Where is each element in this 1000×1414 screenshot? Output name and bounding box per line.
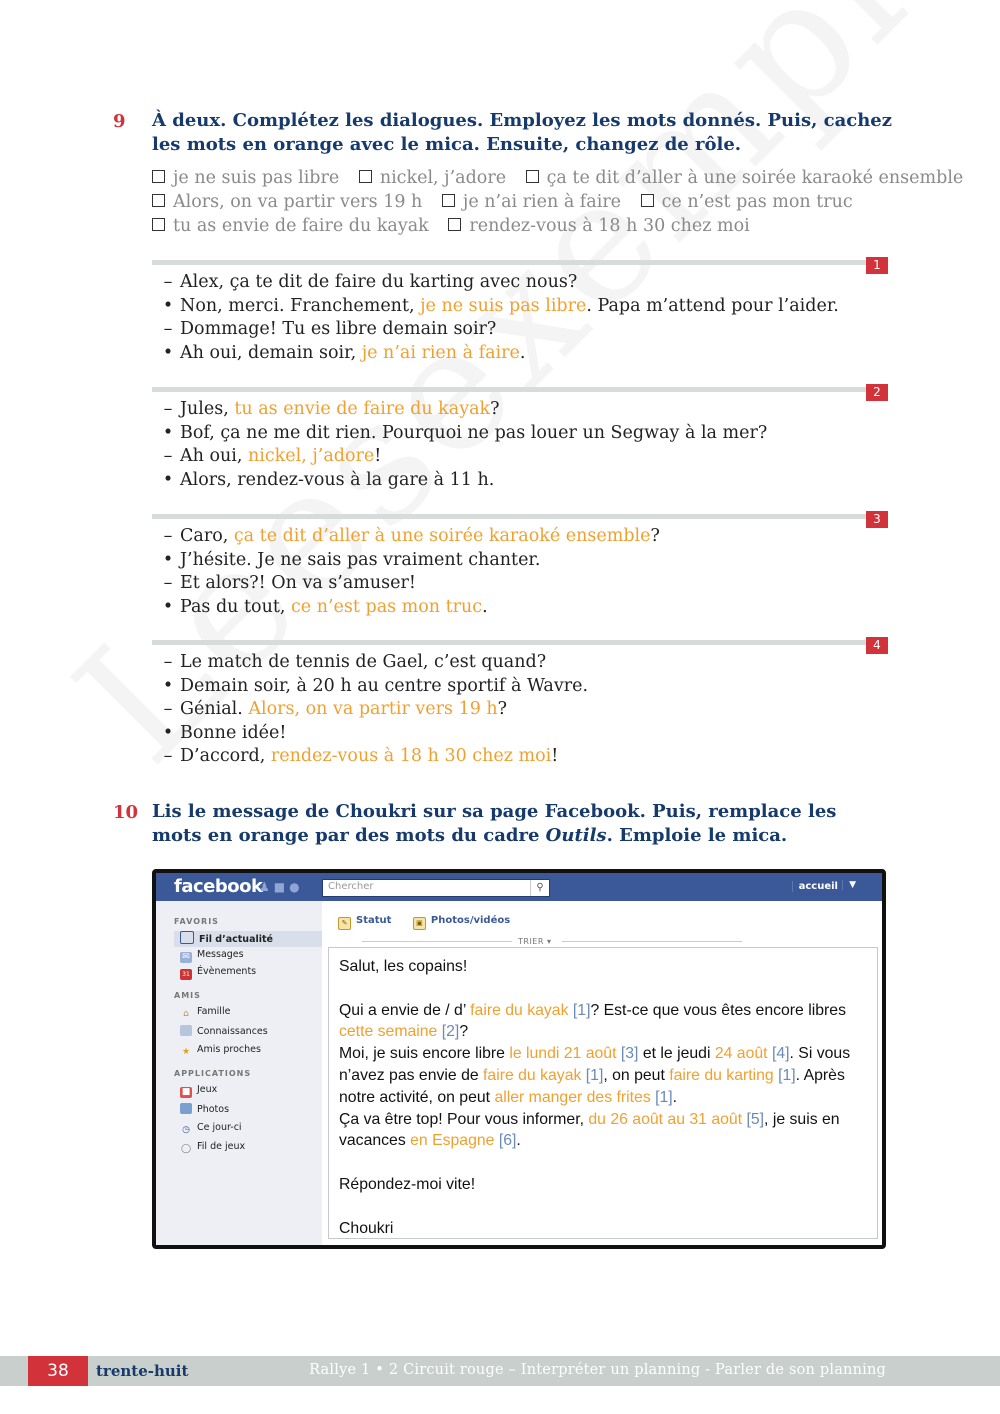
- checkbox-icon[interactable]: [359, 170, 372, 183]
- word-bank-item[interactable]: Alors, on va partir vers 19 h: [152, 190, 422, 214]
- answer-text: Alors, on va partir vers 19 h: [248, 699, 498, 720]
- highlighted-phrase: faire du kayak: [470, 1001, 569, 1019]
- word-bank-item[interactable]: nickel, j’adore: [359, 166, 506, 190]
- dialogue-text: Ah oui,: [180, 446, 249, 467]
- dialogue-line: [152, 698, 888, 722]
- tab-statut[interactable]: ✎ Statut: [338, 915, 391, 930]
- games-icon: ■: [181, 1087, 191, 1097]
- dialogue-text: .: [519, 342, 526, 363]
- dialogue-text: .: [482, 596, 488, 617]
- dialogue-number: 1: [866, 257, 888, 274]
- sidebar-item-ce-jour[interactable]: ◷ Ce jour-ci: [180, 1122, 242, 1138]
- sidebar-item-jeux[interactable]: ■ Jeux: [181, 1084, 218, 1097]
- highlighted-phrase: cette semaine: [339, 1023, 438, 1041]
- page-footer: [0, 1356, 1000, 1386]
- dialogue-text: !: [374, 446, 382, 467]
- reference-number: [6]: [494, 1132, 517, 1150]
- post-text: , je suis en vacances: [339, 1110, 840, 1150]
- facebook-top-bar: [156, 873, 882, 901]
- dialogue-text: . Papa m’attend pour l’aider.: [586, 295, 839, 316]
- dialogue-divider: [152, 640, 888, 645]
- dialogue: [152, 387, 888, 492]
- dialogue-line: [152, 469, 888, 493]
- exercise-10-number: 10: [113, 802, 139, 823]
- facebook-screenshot: [152, 869, 886, 1249]
- dialogue-lines: [152, 398, 888, 492]
- blank-line: [339, 1196, 867, 1218]
- post-text: Choukri: [339, 1219, 394, 1237]
- post-message: [328, 947, 878, 1239]
- reference-number: [5]: [742, 1110, 765, 1128]
- photos-icon: [180, 1103, 192, 1114]
- section-favoris: FAVORIS: [174, 917, 219, 926]
- dash-marker: –: [163, 746, 173, 767]
- dialogue-line: [152, 745, 888, 769]
- reference-number: [1]: [650, 1088, 673, 1106]
- answer-text: je ne suis pas libre: [420, 295, 587, 316]
- word-bank-item[interactable]: rendez-vous à 18 h 30 chez moi: [448, 214, 749, 238]
- word-bank-item[interactable]: tu as envie de faire du kayak: [152, 214, 429, 238]
- search-placeholder: Chercher: [328, 881, 374, 892]
- camera-icon: ▣: [413, 917, 426, 930]
- post-paragraph: [339, 1043, 867, 1108]
- dash-marker: –: [163, 699, 173, 720]
- reference-number: [4]: [767, 1045, 790, 1063]
- checkbox-icon[interactable]: [641, 194, 654, 207]
- highlighted-phrase: aller manger des frites: [494, 1088, 651, 1106]
- dialogue-text: D’accord,: [180, 746, 271, 767]
- dialogue-line: [152, 596, 888, 620]
- sort-button[interactable]: TRIER ▾: [518, 937, 552, 946]
- word-bank-item[interactable]: ça te dit d’aller à une soirée karaoké ensemble: [526, 166, 964, 190]
- messages-icon: ✉: [180, 952, 192, 963]
- post-paragraph: [339, 1109, 867, 1153]
- checkbox-icon[interactable]: [442, 194, 455, 207]
- dialogue-text: ?: [650, 526, 660, 546]
- word-bank-item[interactable]: je n’ai rien à faire: [442, 190, 621, 214]
- post-text: . Après notre activité, on peut: [339, 1066, 845, 1106]
- sidebar-item-famille[interactable]: ⌂ Famille: [180, 1006, 230, 1022]
- divider: [362, 941, 512, 942]
- sidebar-item-messages[interactable]: ✉ Messages: [180, 949, 244, 965]
- dialogue-divider: [152, 387, 888, 392]
- gamepad-icon: ◯: [180, 1144, 192, 1154]
- dialogue-text: Jules,: [180, 399, 235, 419]
- post-text: . Si vous n’avez pas envie de: [339, 1045, 851, 1084]
- contacts-icon: [180, 1025, 192, 1036]
- post-text: et le jeudi: [638, 1045, 715, 1063]
- dialogue-number: 4: [866, 637, 888, 654]
- news-feed-icon: [180, 931, 194, 944]
- dialogue-line: [152, 271, 888, 295]
- dialogue-line: [152, 422, 888, 446]
- bullet-icon: •: [162, 469, 174, 490]
- answer-text: nickel, j’adore: [248, 446, 375, 467]
- post-paragraph: [339, 956, 867, 978]
- dialogue-text: Alors, rendez-vous à la gare à 11 h.: [180, 469, 495, 490]
- dialogue-text: Demain soir, à 20 h au centre sportif à Wavre.: [180, 675, 589, 696]
- dialogue-text: J’hésite. Je ne sais pas vraiment chanter.: [180, 549, 541, 570]
- dialogue-line: [152, 722, 888, 746]
- dialogue-divider: [152, 514, 888, 519]
- dialogue: [152, 260, 888, 365]
- dialogue-lines: [152, 651, 888, 769]
- highlighted-phrase: faire du kayak: [483, 1066, 582, 1084]
- word-bank-row: [152, 166, 964, 190]
- answer-text: je n’ai rien à faire: [361, 342, 520, 363]
- facebook-main: [322, 901, 882, 1245]
- dialogue-line: [152, 549, 888, 573]
- dialogue-text: Bonne idée!: [180, 722, 287, 743]
- post-text: Répondez-moi vite!: [339, 1175, 476, 1193]
- answer-text: rendez-vous à 18 h 30 chez moi: [270, 746, 552, 767]
- post-text: Salut, les copains!: [339, 958, 468, 975]
- post-text: .: [672, 1088, 678, 1106]
- post-text: Qui a envie de / d’: [339, 1001, 471, 1019]
- notification-icons[interactable]: ♟■●: [259, 880, 304, 894]
- sidebar-item-connaissances[interactable]: Connaissances: [180, 1025, 268, 1041]
- facebook-sidebar: [156, 901, 322, 1245]
- page-number-words: trente-huit: [96, 1362, 189, 1380]
- house-icon: ⌂: [183, 1009, 189, 1019]
- calendar-icon: 31: [180, 969, 192, 980]
- running-title: Rallye 1 • 2 Circuit rouge – Interpréter un planning - Parler de son planning: [309, 1362, 886, 1378]
- dash-marker: –: [163, 272, 173, 292]
- dialogue-line: [152, 342, 888, 366]
- answer-text: tu as envie de faire du kayak: [234, 399, 491, 419]
- bullet-icon: •: [162, 295, 174, 316]
- dialogue-text: Non, merci. Franchement,: [180, 295, 421, 316]
- dialogue-text: Et alors?! On va s’amuser!: [180, 573, 416, 594]
- section-amis: AMIS: [174, 991, 201, 1000]
- bullet-icon: •: [162, 549, 174, 570]
- bullet-icon: •: [162, 596, 174, 617]
- search-input[interactable]: [322, 879, 550, 897]
- bullet-icon: •: [162, 675, 174, 696]
- answer-text: ça te dit d’aller à une soirée karaoké ensemble: [233, 526, 651, 546]
- dialogue-line: [152, 525, 888, 549]
- sidebar-item-fil[interactable]: Fil d’actualité: [174, 931, 322, 947]
- word-bank-row: [152, 190, 932, 214]
- post-text: , on peut: [603, 1066, 670, 1084]
- dialogue-text: !: [551, 746, 559, 767]
- dialogue-line: [152, 445, 888, 469]
- post-text: Ça va être top! Pour vous informer,: [339, 1110, 589, 1128]
- post-paragraph: [339, 1174, 867, 1196]
- star-icon: ★: [181, 1047, 191, 1057]
- reference-number: [1]: [773, 1066, 796, 1084]
- dash-marker: –: [163, 319, 173, 340]
- page-number: 38: [28, 1356, 88, 1386]
- dialogue-text: Alex, ça te dit de faire du karting avec nous?: [180, 272, 578, 292]
- reference-number: [3]: [616, 1045, 639, 1063]
- search-icon[interactable]: ⚲: [530, 880, 549, 896]
- reference-number: [1]: [568, 1001, 591, 1019]
- highlighted-phrase: le lundi 21 août: [509, 1045, 617, 1063]
- dialogue-lines: [152, 271, 888, 365]
- dash-marker: –: [163, 399, 173, 419]
- dialogue-divider: [152, 260, 888, 265]
- word-bank-item[interactable]: je ne suis pas libre: [152, 166, 339, 190]
- dialogue-line: [152, 398, 888, 422]
- dialogue-text: Caro,: [180, 526, 234, 546]
- dialogue-text: ?: [490, 399, 500, 419]
- dialogue-line: [152, 651, 888, 675]
- facebook-logo[interactable]: facebook: [174, 876, 263, 897]
- blank-line: [339, 1152, 867, 1174]
- dialogue-text: Ah oui, demain soir,: [180, 342, 362, 363]
- word-bank: [152, 166, 964, 238]
- dialogue-number: 2: [866, 384, 888, 401]
- exercise-9-number: 9: [113, 111, 126, 132]
- dash-marker: –: [163, 573, 173, 594]
- highlighted-phrase: faire du karting: [669, 1066, 774, 1084]
- post-text: ? Est-ce que vous êtes encore libres: [590, 1001, 846, 1019]
- dialogue-text: Génial.: [180, 699, 249, 720]
- dialogue-line: [152, 675, 888, 699]
- checkbox-icon[interactable]: [152, 218, 165, 231]
- reference-number: [1]: [581, 1066, 604, 1084]
- word-bank-row: [152, 214, 932, 238]
- reference-number: [2]: [437, 1023, 460, 1041]
- bullet-icon: •: [162, 722, 174, 743]
- dialogue-text: Bof, ça ne me dit rien. Pourquoi ne pas louer un Segway à la mer?: [180, 422, 768, 443]
- highlighted-phrase: 24 août: [714, 1045, 768, 1063]
- clock-icon: ◷: [182, 1125, 190, 1135]
- post-text: Moi, je suis encore libre: [339, 1045, 510, 1063]
- tab-photos[interactable]: ▣ Photos/vidéos: [413, 915, 510, 930]
- exercise-9-instructions: À deux. Complétez les dialogues. Employez les mots donnés. Puis, cachez les mots en orange avec le mica. Ensuite, changez de rôle.: [152, 110, 892, 155]
- word-bank-item[interactable]: ce n’est pas mon truc: [641, 190, 853, 214]
- answer-text: ce n’est pas mon truc: [291, 596, 483, 617]
- checkbox-icon[interactable]: [152, 194, 165, 207]
- dialogue-text: Le match de tennis de Gael, c’est quand?: [180, 652, 547, 672]
- chevron-down-icon[interactable]: ▼: [842, 880, 856, 890]
- checkbox-icon[interactable]: [152, 170, 165, 183]
- dialogue-line: [152, 318, 888, 342]
- dialogue: [152, 640, 888, 769]
- status-icon: ✎: [338, 917, 351, 930]
- home-link[interactable]: accueil: [792, 881, 838, 892]
- post-text: ?: [459, 1023, 469, 1041]
- composer-tabs: [338, 915, 528, 930]
- checkbox-icon[interactable]: [448, 218, 461, 231]
- dash-marker: –: [163, 652, 173, 672]
- sidebar-item-amis-proches[interactable]: ★ Amis proches: [181, 1044, 261, 1057]
- sidebar-item-photos[interactable]: Photos: [180, 1103, 229, 1119]
- sidebar-item-fil-jeux[interactable]: ◯ Fil de jeux: [180, 1141, 246, 1154]
- dialogue-lines: [152, 525, 888, 619]
- exercise-10-instructions: Lis le message de Choukri sur sa page Facebook. Puis, remplace les mots en orange par des mots du cadre Outils. Emploie le mica.: [152, 801, 837, 846]
- bullet-icon: •: [162, 342, 174, 363]
- dialogue-line: [152, 295, 888, 319]
- dialogue-text: Pas du tout,: [180, 596, 291, 617]
- checkbox-icon[interactable]: [526, 170, 539, 183]
- highlighted-phrase: en Espagne: [410, 1132, 495, 1150]
- dialogue-number: 3: [866, 511, 888, 528]
- dialogue-text: Dommage! Tu es libre demain soir?: [180, 319, 497, 340]
- bullet-icon: •: [162, 422, 174, 443]
- section-applications: APPLICATIONS: [174, 1069, 252, 1078]
- dash-marker: –: [163, 526, 173, 546]
- post-paragraph: [339, 1218, 867, 1240]
- dialogue: [152, 514, 888, 619]
- highlighted-phrase: du 26 août au 31 août: [588, 1110, 743, 1128]
- blank-line: [339, 978, 867, 1000]
- post-paragraph: [339, 1000, 867, 1044]
- sidebar-item-evenements[interactable]: 31 Évènements: [180, 966, 256, 982]
- dialogue-text: ?: [497, 699, 508, 720]
- dialogue-line: [152, 572, 888, 596]
- post-text: .: [516, 1132, 521, 1150]
- dash-marker: –: [163, 446, 173, 467]
- divider: [562, 941, 742, 942]
